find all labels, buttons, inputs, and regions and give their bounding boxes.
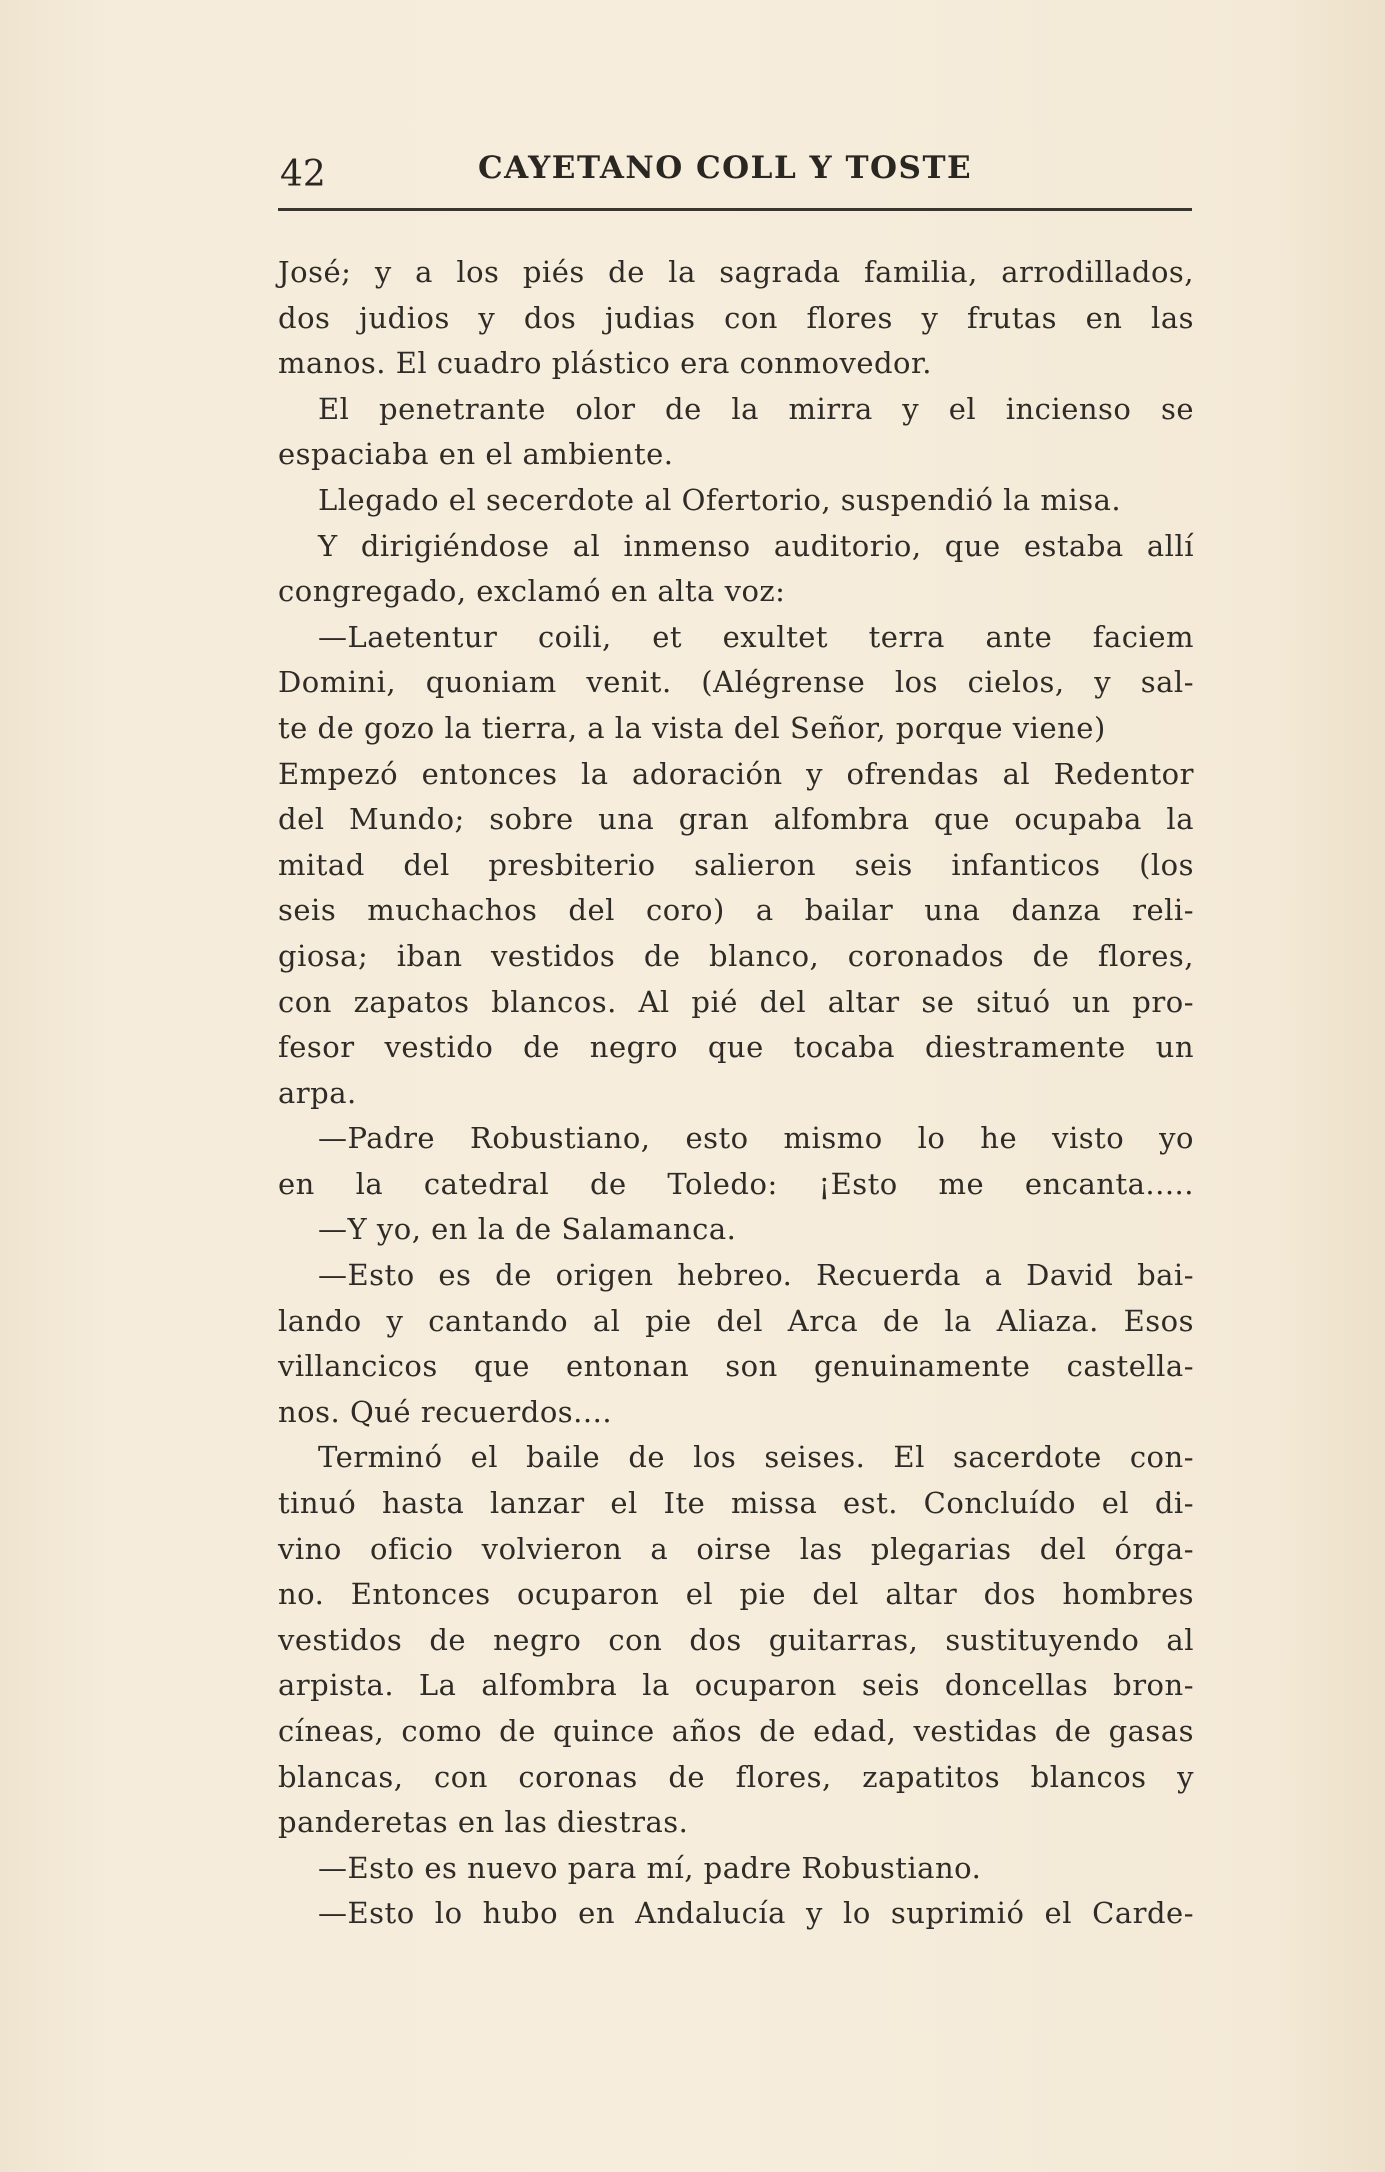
text-line: arpista. La alfombra la ocuparon seis doncellas bron- (278, 1668, 1194, 1703)
text-line: —Esto es nuevo para mí, padre Robustiano. (318, 1850, 982, 1885)
page-header (278, 146, 1194, 206)
text-line: Domini, quoniam venit. (Alégrense los cielos, y sal- (278, 665, 1194, 700)
text-line: con zapatos blancos. Al pié del altar se situó un pro- (278, 984, 1194, 1019)
text-line: panderetas en las diestras. (278, 1805, 689, 1840)
running-title: CAYETANO COLL Y TOSTE (478, 150, 973, 186)
text-line: espaciaba en el ambiente. (278, 437, 674, 472)
text-line: vino oficio volvieron a oirse las plegarias del órga- (278, 1531, 1194, 1566)
text-line: giosa; iban vestidos de blanco, coronados de flores, (278, 938, 1194, 973)
text-line: tinuó hasta lanzar el Ite missa est. Concluído el di- (278, 1486, 1194, 1521)
text-line: Empezó entonces la adoración y ofrendas al Redentor (278, 756, 1194, 791)
text-line: seis muchachos del coro) a bailar una danza reli- (278, 893, 1194, 928)
text-line: del Mundo; sobre una gran alfombra que ocupaba la (278, 802, 1194, 837)
text-line: El penetrante olor de la mirra y el incienso se (318, 391, 1194, 426)
text-line: Llegado el secerdote al Ofertorio, suspendió la misa. (318, 482, 1122, 517)
text-line: Y dirigiéndose al inmenso auditorio, que estaba allí (318, 528, 1194, 563)
text-line: blancas, con coronas de flores, zapatitos blancos y (278, 1759, 1194, 1794)
text-line: te de gozo la tierra, a la vista del Señor, porque viene) (278, 710, 1106, 745)
text-line: —Y yo, en la de Salamanca. (318, 1212, 737, 1247)
text-line: lando y cantando al pie del Arca de la Aliaza. Esos (278, 1303, 1194, 1338)
text-line: vestidos de negro con dos guitarras, sustituyendo al (278, 1622, 1194, 1657)
body-text (278, 250, 1194, 1937)
text-line: fesor vestido de negro que tocaba diestramente un (278, 1030, 1194, 1065)
header-rule (278, 208, 1192, 211)
page-number: 42 (280, 154, 326, 195)
text-line: arpa. (278, 1075, 357, 1110)
text-line: en la catedral de Toledo: ¡Esto me encanta..... (278, 1166, 1194, 1201)
text-line: José; y a los piés de la sagrada familia, arrodillados, (278, 255, 1194, 289)
text-line: —Laetentur coili, et exultet terra ante faciem (318, 619, 1194, 654)
text-line: villancicos que entonan son genuinamente castella- (278, 1349, 1194, 1384)
text-line: —Padre Robustiano, esto mismo lo he visto yo (318, 1121, 1194, 1156)
text-line: no. Entonces ocuparon el pie del altar dos hombres (278, 1577, 1194, 1612)
text-line: nos. Qué recuerdos.... (278, 1394, 613, 1429)
text-line: dos judios y dos judias con flores y frutas en las (278, 300, 1194, 335)
text-line: congregado, exclamó en alta voz: (278, 574, 786, 609)
text-line: cíneas, como de quince años de edad, vestidas de gasas (278, 1714, 1194, 1748)
text-line: —Esto es de origen hebreo. Recuerda a David bai- (318, 1258, 1194, 1293)
text-line: manos. El cuadro plástico era conmovedor. (278, 346, 932, 381)
text-line: Terminó el baile de los seises. El sacerdote con- (318, 1440, 1194, 1475)
text-line: —Esto lo hubo en Andalucía y lo suprimió el Carde- (318, 1896, 1194, 1931)
text-line: mitad del presbiterio salieron seis infanticos (los (278, 847, 1194, 882)
